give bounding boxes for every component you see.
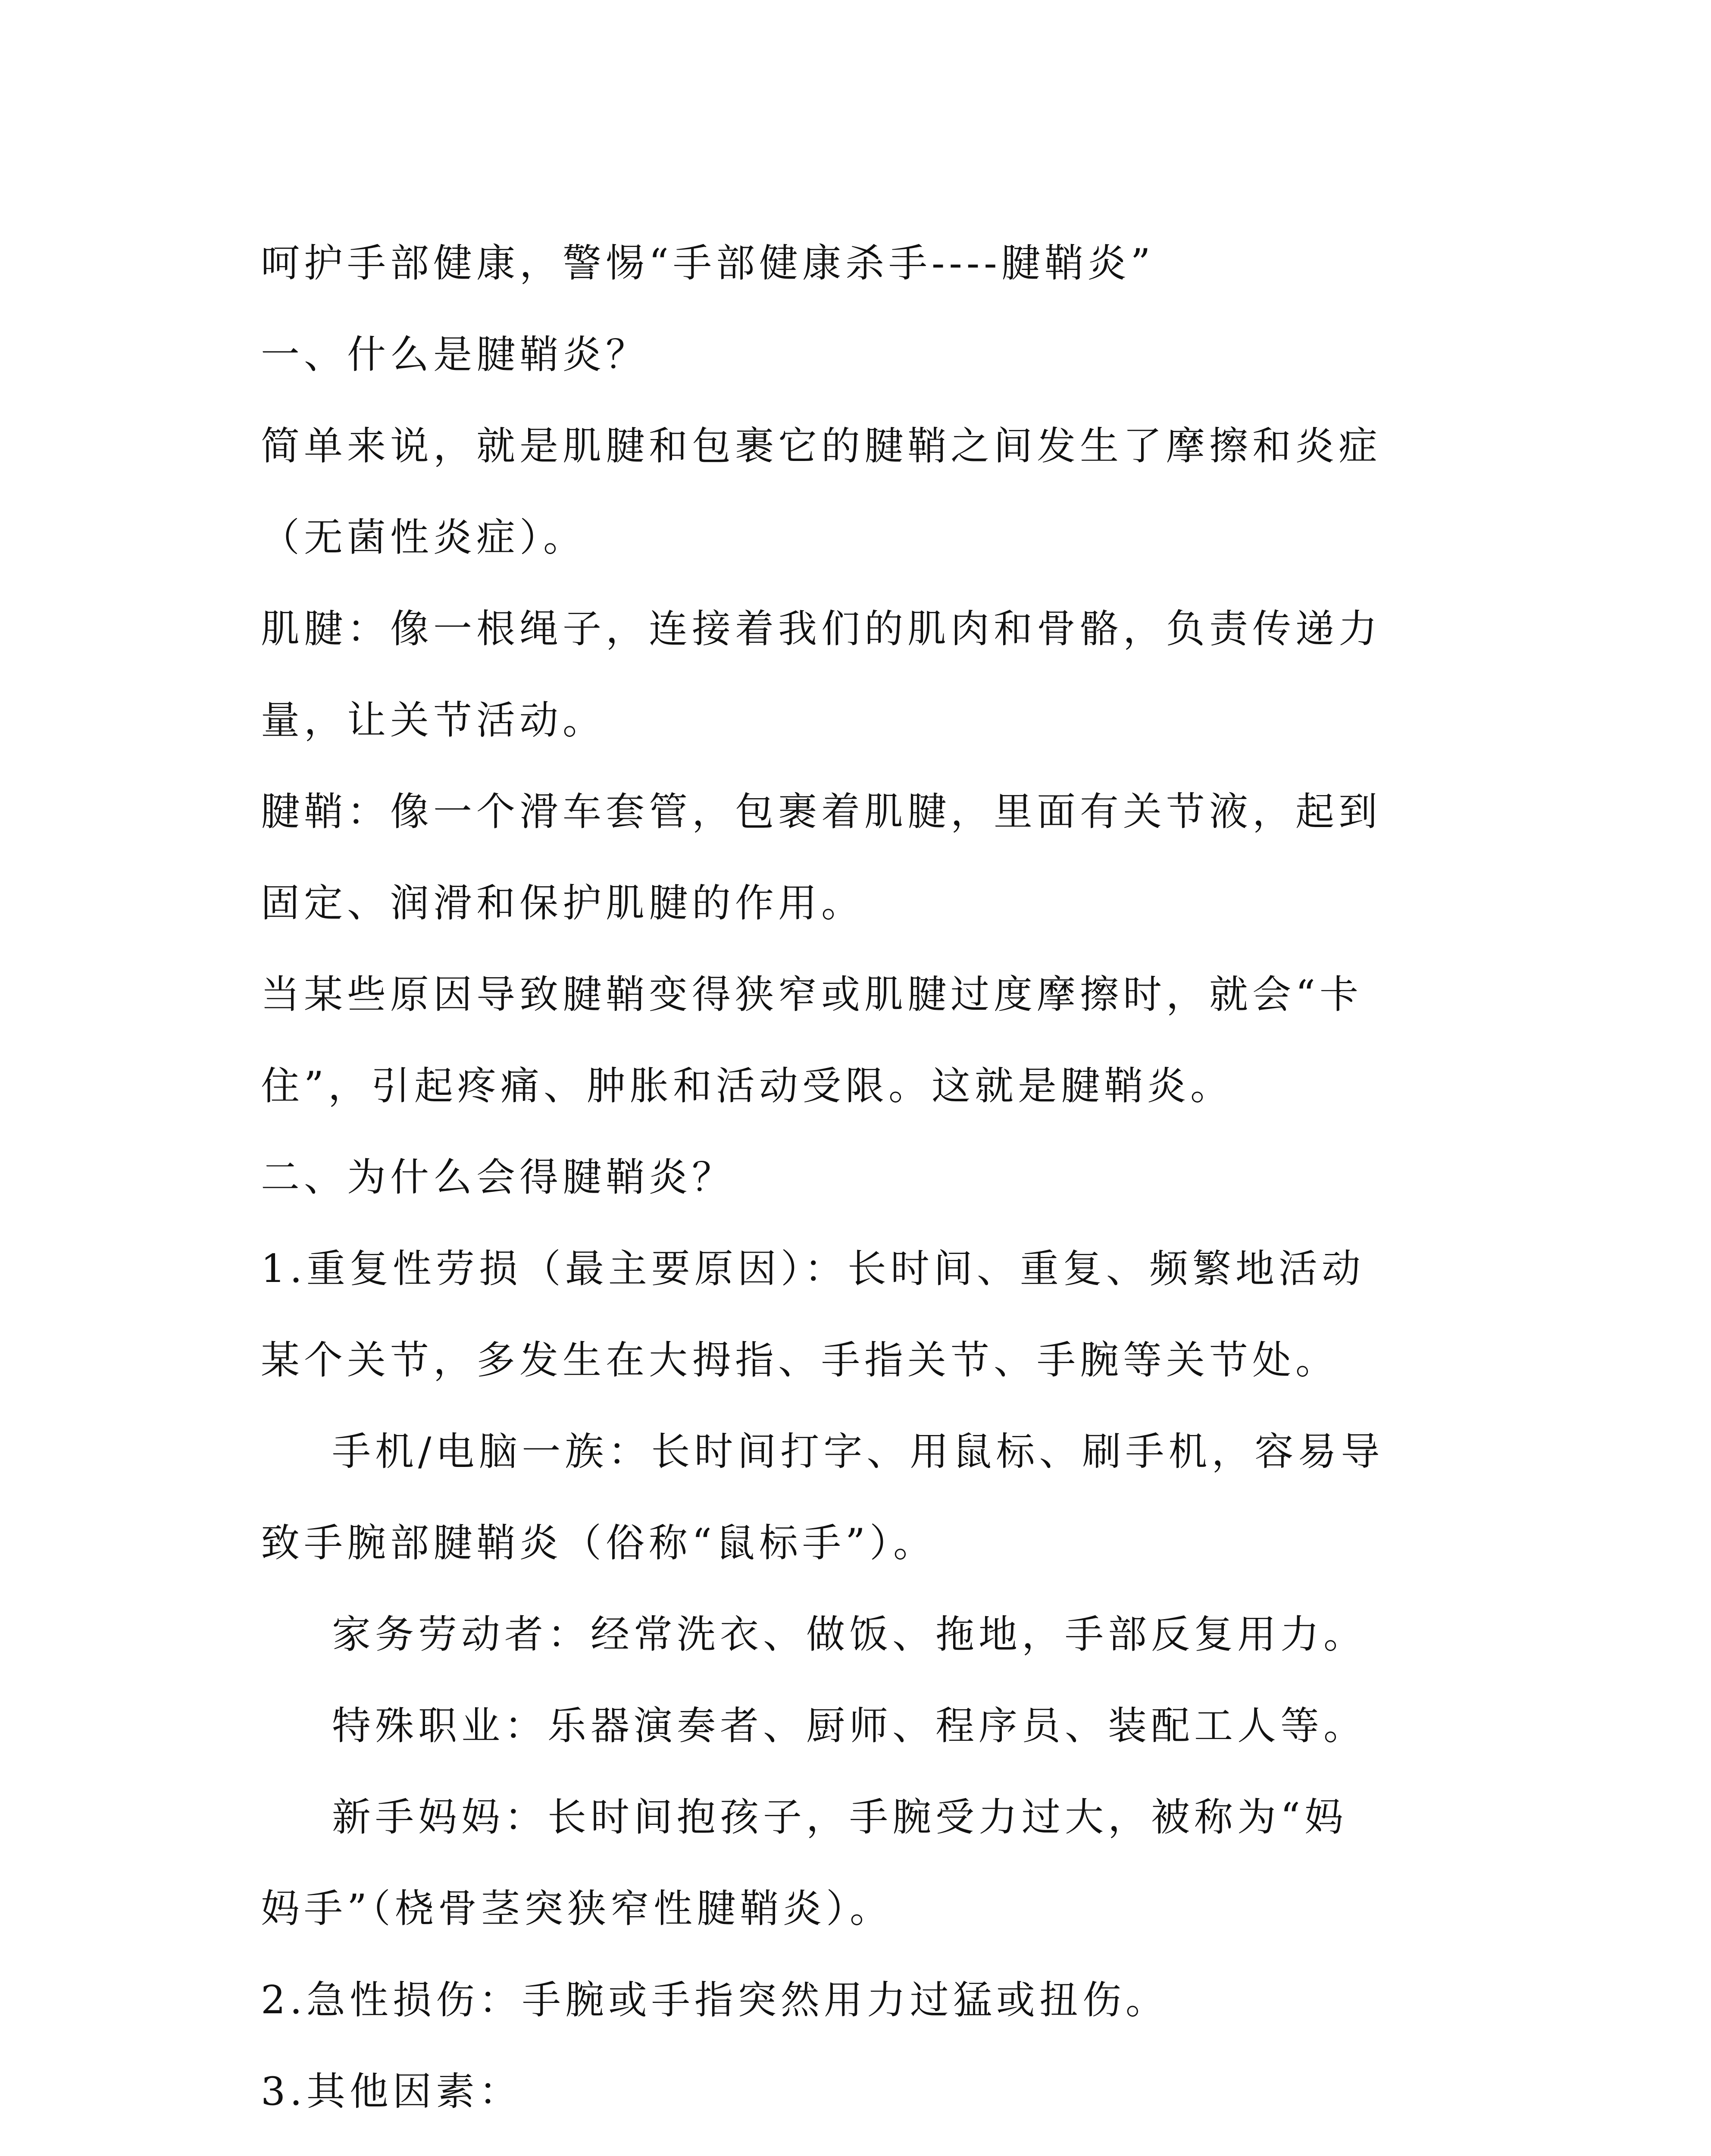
sub-item-hormonal-changes: [261, 2137, 1464, 2156]
sub-item-new-mothers: 新手妈妈：长时间抱孩子，手腕受力过大，被称为“妈: [332, 1795, 1348, 1840]
list-item-other-factors: 3.其他因素：: [261, 2069, 522, 2114]
paragraph-line: 量，让关节活动。: [261, 698, 606, 743]
sub-item-housework: 家务劳动者：经常洗衣、做饭、拖地，手部反复用力。: [332, 1612, 1367, 1657]
paragraph-line: 住”，引起疼痛、肿胀和活动受限。这就是腱鞘炎。: [261, 1063, 1234, 1109]
paragraph-line: 腱鞘：像一个滑车套管，包裹着肌腱，里面有关节液，起到: [261, 789, 1382, 834]
paragraph-line: 肌腱：像一根绳子，连接着我们的肌肉和骨骼，负责传递力: [261, 606, 1382, 652]
document-title: 呵护手部健康，警惕“手部健康杀手----腱鞘炎”: [261, 241, 1155, 286]
list-item-acute-injury: 2.急性损伤：手腕或手指突然用力过猛或扭伤。: [261, 1977, 1169, 2023]
paragraph-line: 某个关节，多发生在大拇指、手指关节、手腕等关节处。: [261, 1338, 1339, 1383]
sub-item-phone-computer: 手机/电脑一族：长时间打字、用鼠标、刷手机，容易导: [332, 1429, 1384, 1474]
section-heading-why: 二、为什么会得腱鞘炎？: [261, 1155, 735, 1200]
paragraph-line: 简单来说，就是肌腱和包裹它的腱鞘之间发生了摩擦和炎症: [261, 423, 1382, 469]
paragraph-line: 妈手”（桡骨茎突狭窄性腱鞘炎）。: [261, 1886, 893, 1931]
sub-item-special-occupation: 特殊职业：乐器演奏者、厨师、程序员、装配工人等。: [332, 1703, 1367, 1749]
section-heading-what-is: 一、什么是腱鞘炎？: [261, 332, 649, 377]
paragraph-line: 固定、润滑和保护肌腱的作用。: [261, 881, 864, 926]
paragraph-line: （无菌性炎症）。: [261, 515, 586, 560]
paragraph-line: 致手腕部腱鞘炎（俗称“鼠标手”）。: [261, 1520, 937, 1566]
document-body: [261, 218, 1464, 2156]
list-item-repetitive-strain: 1.重复性劳损（最主要原因）：长时间、重复、频繁地活动: [261, 1246, 1365, 1291]
paragraph-line: 当某些原因导致腱鞘变得狭窄或肌腱过度摩擦时，就会“卡: [261, 972, 1363, 1017]
